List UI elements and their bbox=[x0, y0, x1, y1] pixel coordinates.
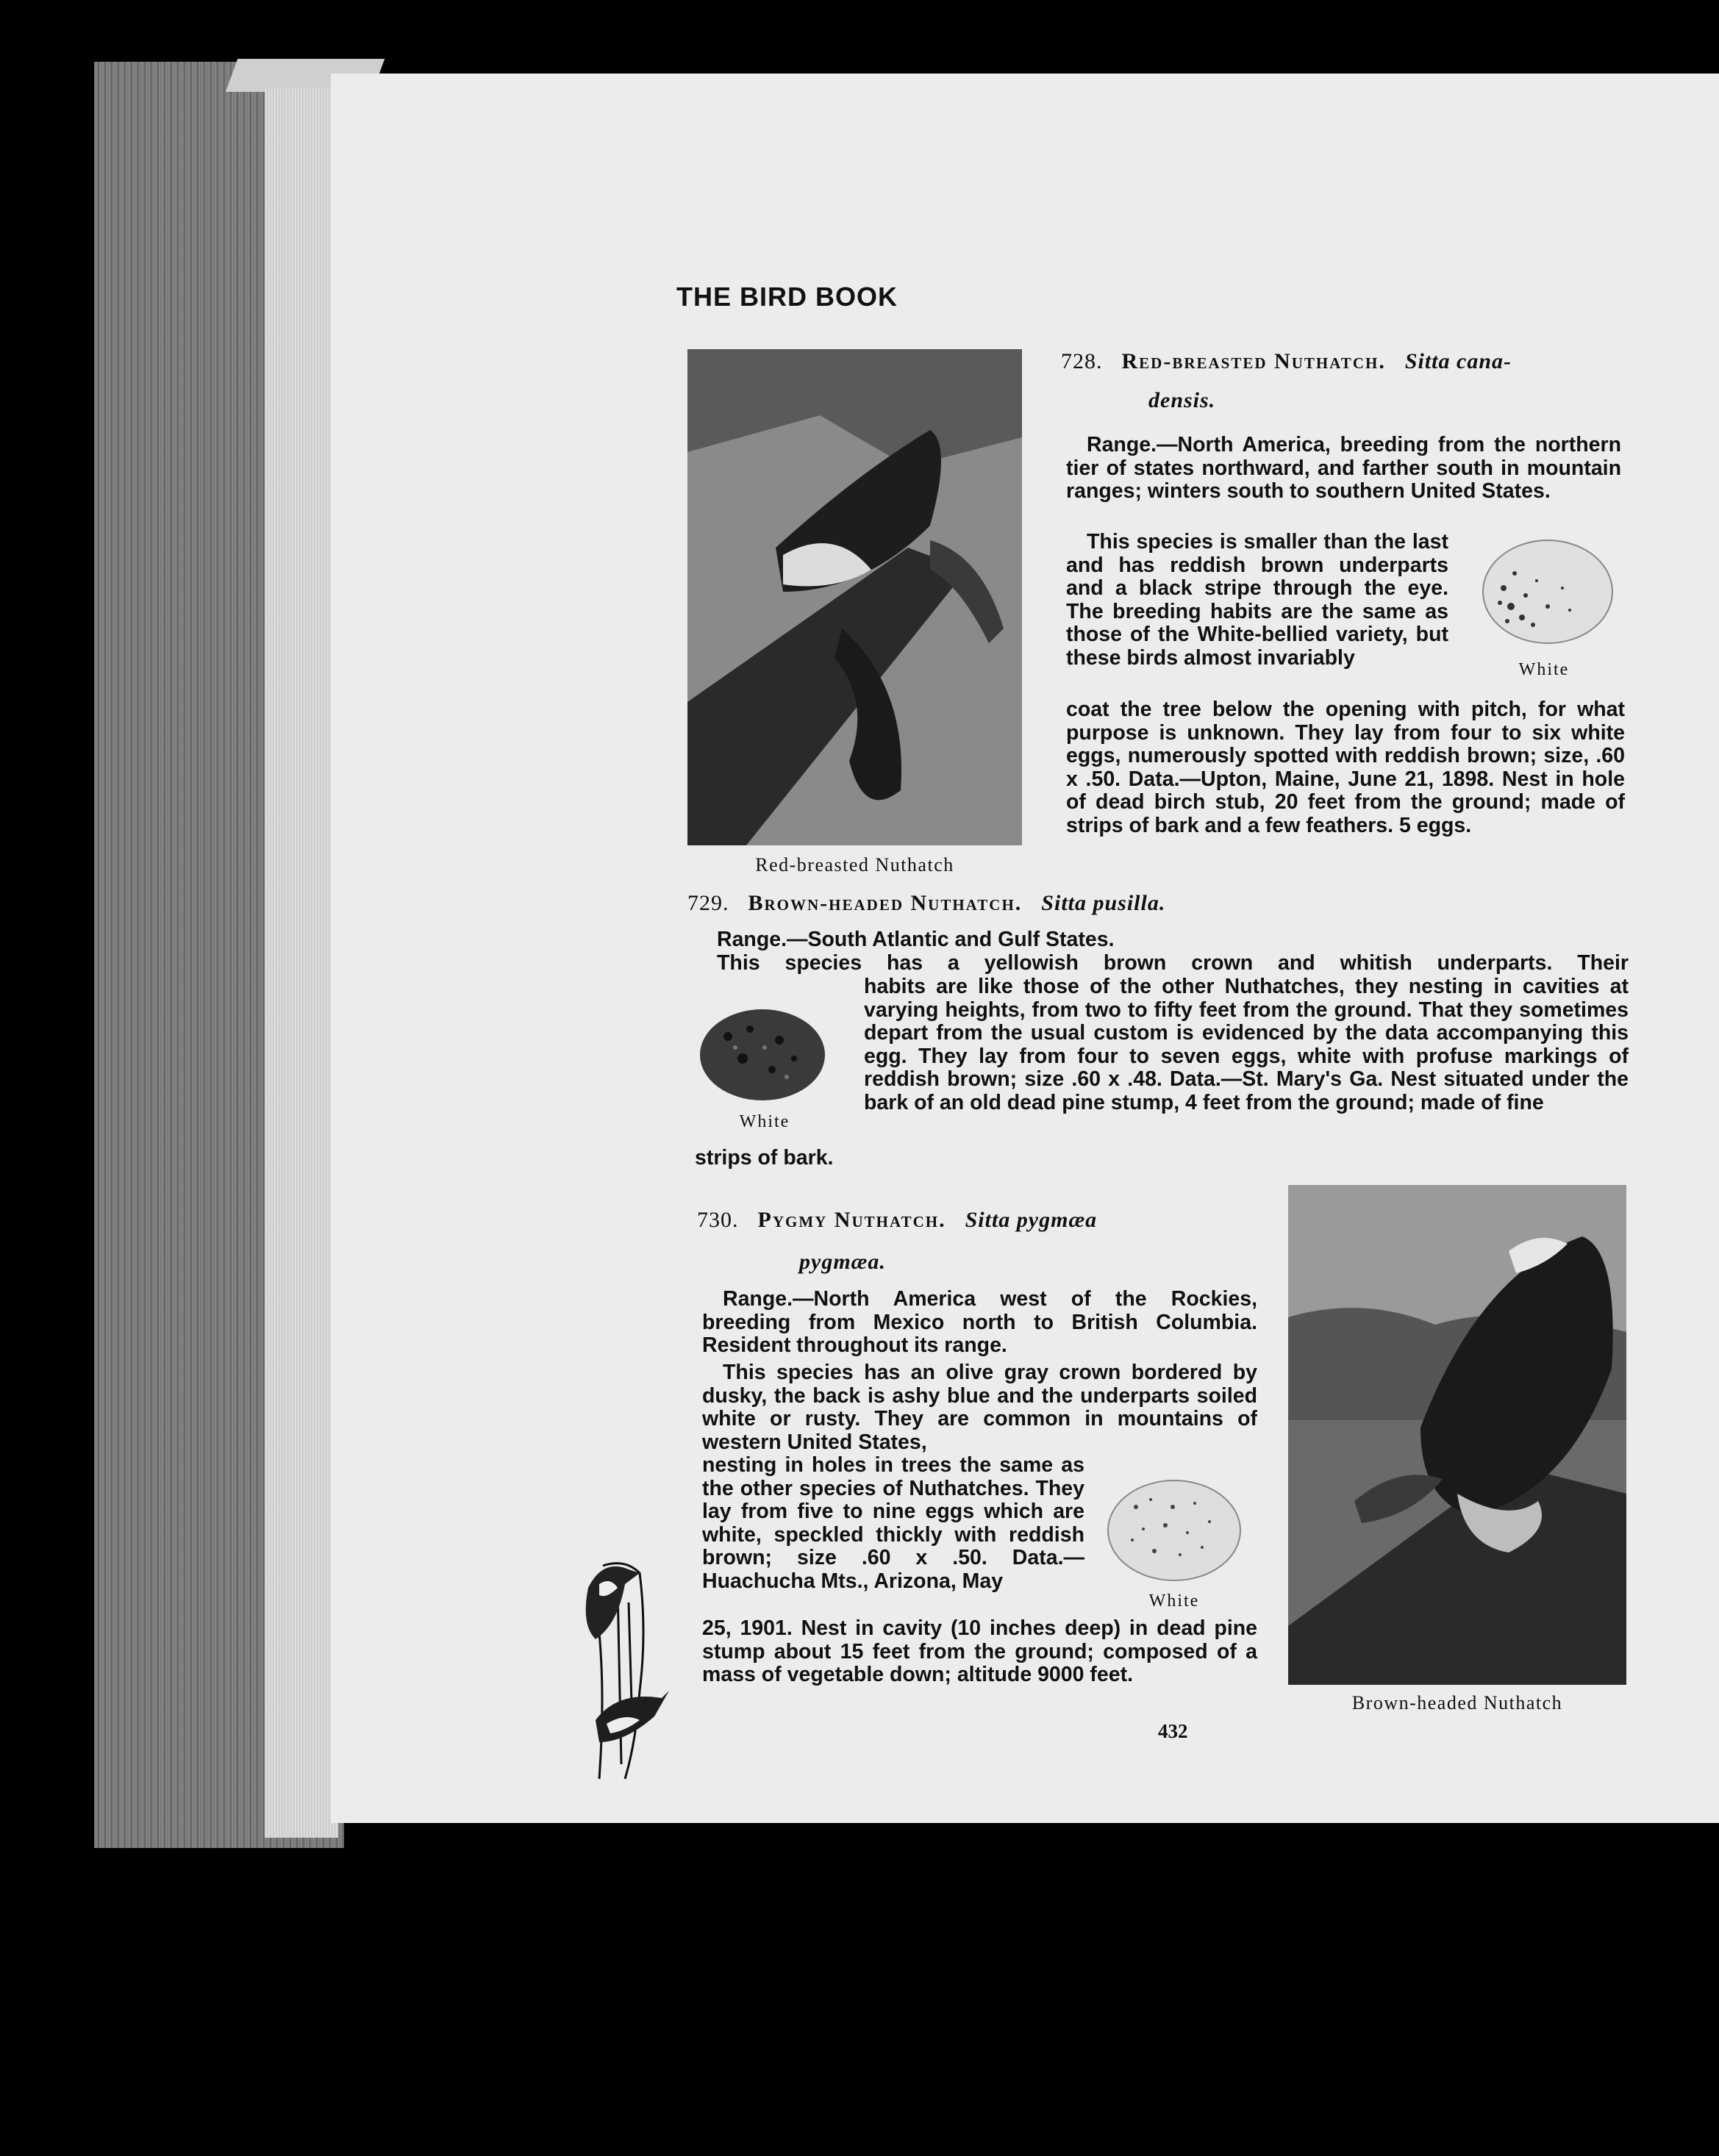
running-head: THE BIRD BOOK bbox=[676, 282, 898, 312]
nuthatch-vignette-drawing bbox=[566, 1544, 676, 1786]
entry-730-scientific-name-line1: Sitta pygmæa bbox=[965, 1208, 1098, 1232]
entry-729-scientific-name: Sitta pusilla. bbox=[1041, 891, 1166, 915]
entry-730-description-wrapped: nesting in holes in trees the same as the other species of Nuthatches. They lay from five to nine eggs which are white, speckled thickly with reddish brown; size .60 x .50. Data.—Huachucha Mts., Arizona, May bbox=[702, 1453, 1084, 1593]
page-number: 432 bbox=[1158, 1720, 1188, 1742]
entry-728-common-name: Red-breasted Nuthatch. bbox=[1121, 349, 1386, 373]
entry-729-egg-label: White bbox=[739, 1112, 790, 1131]
red-breasted-nuthatch-photo bbox=[687, 349, 1022, 845]
entry-730-scientific-name-line2: pygmæa. bbox=[799, 1250, 886, 1274]
entry-730-description: This species has an olive gray crown bordered by dusky, the back is ashy blue and the underparts soiled white or rusty. They are common in mountains of western United States, bbox=[702, 1361, 1257, 1454]
entry-730-common-name: Pygmy Nuthatch. bbox=[757, 1208, 946, 1232]
entry-729-description: habits are like those of the other Nuthatches, they nesting in cavities at varying heights, from two to fifty feet from the ground. That they sometimes depart from the usual custom is evidenced by the data accompanying this egg. They lay from four to seven eggs, white with profuse markings of reddish brown; size .60 x .48. Data.—St. Mary's Ga. Nest situated under the bark of an old dead pine stump, 4 feet from the ground; made of fine bbox=[864, 975, 1629, 1114]
entry-729-description-lead: This species has a yellowish brown crown and whitish underparts. Their bbox=[717, 951, 1629, 975]
entry-728-egg-label: White bbox=[1518, 660, 1570, 679]
brown-headed-nuthatch-egg bbox=[698, 1007, 827, 1103]
brown-headed-nuthatch-photo bbox=[1288, 1185, 1626, 1685]
entry-728-description-wrapped: This species is smaller than the last and has reddish brown underparts and a black stripe through the eye. The breeding habits are the same as those of the White-bellied variety, but these birds almost invariably bbox=[1066, 530, 1448, 670]
entry-728-scientific-name-line2: densis. bbox=[1148, 388, 1216, 412]
entry-730-description-tail: 25, 1901. Nest in cavity (10 inches deep) in dead pine stump about 15 feet from the ground; composed of a mass of vegetable down; altitude 9000 feet. bbox=[702, 1616, 1257, 1686]
entry-728-scientific-name-line1: Sitta cana- bbox=[1404, 349, 1512, 373]
entry-730-number: 730. bbox=[697, 1208, 739, 1232]
entry-730-heading bbox=[697, 1208, 1097, 1233]
red-breasted-nuthatch-caption: Red-breasted Nuthatch bbox=[755, 854, 954, 875]
entry-728-range: Range.—North America, breeding from the northern tier of states northward, and farther south in mountain ranges; winters south to southern United States. bbox=[1066, 433, 1621, 503]
entry-728-number: 728. bbox=[1061, 349, 1103, 373]
entry-729-description-tail: strips of bark. bbox=[695, 1146, 834, 1170]
brown-headed-nuthatch-caption: Brown-headed Nuthatch bbox=[1351, 1692, 1563, 1713]
entry-729-range: Range.—South Atlantic and Gulf States. bbox=[717, 928, 1115, 951]
entry-730-range: Range.—North America west of the Rockies, breeding from Mexico north to British Columbia. Resident throughout its range. bbox=[702, 1287, 1257, 1357]
entry-728-heading bbox=[1061, 349, 1512, 374]
entry-729-heading bbox=[687, 891, 1165, 916]
entry-729-common-name: Brown-headed Nuthatch. bbox=[748, 891, 1023, 915]
entry-729-number: 729. bbox=[687, 891, 729, 915]
entry-730-egg-label: White bbox=[1148, 1591, 1200, 1611]
pygmy-nuthatch-egg bbox=[1107, 1478, 1243, 1584]
entry-728-description: coat the tree below the opening with pitch, for what purpose is unknown. They lay from four to six white eggs, numerously spotted with reddish brown; size, .60 x .50. Data.—Upton, Maine, June 21, 1898. Nest in hole of dead birch stub, 20 feet from the ground; made of strips of bark and a few feathers. 5 eggs. bbox=[1066, 698, 1625, 837]
red-breasted-nuthatch-egg bbox=[1482, 537, 1614, 647]
